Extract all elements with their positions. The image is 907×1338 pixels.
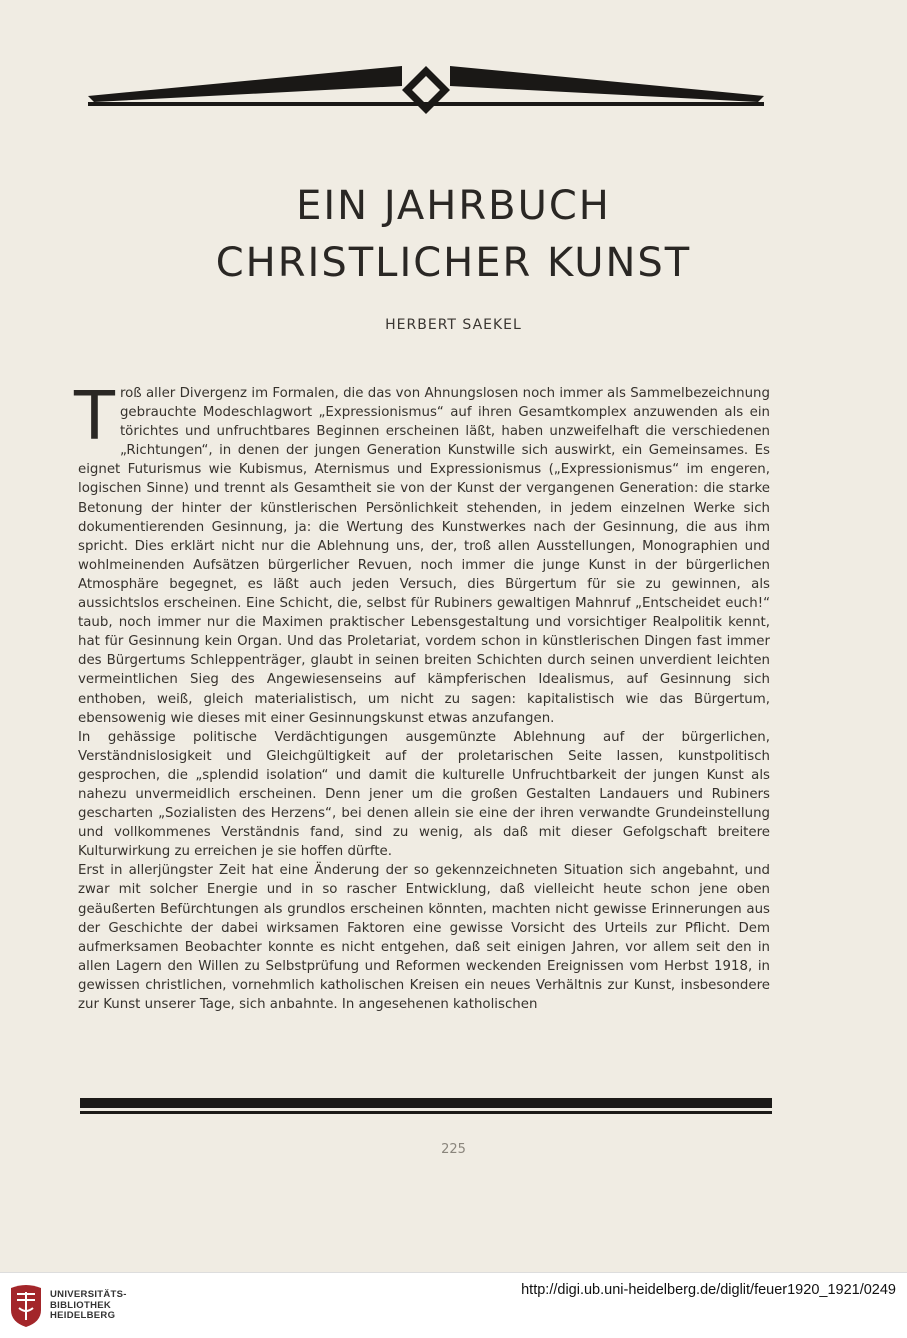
paragraph-1-text: roß aller Divergenz im Formalen, die das von Ahnungslosen noch immer als Sammelbezeichnung gebrauchte Modeschlagwort „Expressionismus“ auf ihren Gesamtkomplex anzuwenden als ein törichtes und unfruchtbares Beginnen erscheinen läßt, haben unzweifelhaft die verschiedenen „Richtungen“, in denen der jungen Generation Kunstwille sich auswirkt, ein Gemeinsames. Es eignet Futurismus wie Kubismus, Aternismus und Expressionismus („Expressionismus“ im engeren, logischen Sinne) und trennt als Gesamtheit sie von der Kunst der vergangenen Generation: die starke Betonung der hinter der künstlerischen Persönlichkeit stehenden, in jedem einzelnen Werke sich dokumentierenden Gesinnung, ja: die Wertung des Kunstwerkes nach der Gesinnung, die aus ihm spricht. Dies erklärt nicht nur die Ablehnung uns, der, troß allen Ausstellungen, Monographien und wohlmeinenden Aufsätzen bürgerlicher Revuen, noch immer die junge Kunst in der bürgerlichen Atmosphäre begegnet, es läßt auch jeden Versuch, dies Bürgertum für sie zu gewinnen, als aussichtslos erscheinen. Eine Schicht, die, selbst für Rubiners gewaltigen Mahnruf „Entscheidet euch!“ taub, noch immer nur die Maximen praktischer Lebensgestaltung und vorsichtiger Realpolitik kennt, hat für Gesinnung kein Organ. Und das Proletariat, vordem schon in künstlerischen Dingen fast immer des Bürgertums Schleppenträger, glaubt in seinen breiten Schichten durch seinen unverdient leichten vermeintlichen Sieg des Angewiesenseins auf kämpferischen Idealismus, auf Gesinnung sich enthoben, weiß, gleich materialistisch, um nicht zu sagen: kapitalistisch wie das Bürgertum, ebensowenig wie dieses mit einer Gesinnungskunst etwas anzufangen. [78,386,770,726]
ornament-right-wing [450,66,764,102]
article-title-line2: CHRISTLICHER KUNST [215,240,692,286]
paragraph-1 [74,377,770,728]
bottom-double-rule [80,1098,772,1116]
bottom-rule-thick [80,1098,772,1108]
library-name-line1: UNIVERSITÄTS- [50,1289,127,1300]
digitization-footer [0,1272,907,1338]
drop-cap: T [74,377,115,455]
article-body [74,377,770,1014]
ornament-base-line [88,102,764,106]
bottom-rule-thin [80,1111,772,1114]
article-title-line1: EIN JAHRBUCH [296,183,611,229]
article-author: HERBERT SAEKEL [385,317,522,333]
paragraph-2: In gehässige politische Verdächtigungen ausgemünzte Ablehnung auf der bürgerlichen, Verständnislosigkeit und Gleichgültigkeit auf der proletarischen Seite lassen, kunstpolitisch gesprochen, die „splendid isolation“ und damit die kulturelle Unfruchtbarkeit der jungen Kunst als nahezu unvermeidlich erscheinen. Denn jener um die großen Gestalten Landauers und Rubiners gescharten „Sozialisten des Herzens“, bei denen allein sie eine der ihren verwandte Grundeinstellung und vollkommenes Verständnis fand, sind zu wenig, als daß mit dieser Gefolgschaft breitere Kulturwirkung zu erreichen je sie hoffen dürfte. [78,729,770,860]
library-name [50,1290,127,1322]
library-name-line3: HEIDELBERG [50,1310,116,1321]
university-seal-icon[interactable] [9,1284,43,1328]
library-name-line2: BIBLIOTHEK [50,1299,112,1311]
ornament-left-wing [88,66,402,102]
top-ornament [88,58,764,126]
page-number: 225 [441,1142,466,1157]
permalink-url[interactable]: http://digi.ub.uni-heidelberg.de/diglit/feuer1920_1921/0249 [521,1282,896,1298]
paragraph-3: Erst in allerjüngster Zeit hat eine Änderung der so gekennzeichneten Situation sich angebahnt, und zwar mit solcher Energie und in so rascher Entwicklung, daß vielleicht heute schon jene oben geäußerten Befürchtungen als grundlos erscheinen könnten, machten nicht gewisse Erinnerungen aus der Geschichte der dabei wirksamen Faktoren eine gewisse Vorsicht des Urteils zur Pflicht. Dem aufmerksamen Beobachter konnte es nicht entgehen, daß seit einigen Jahren, vor allem seit den in allen Lagern den Willen zu Selbstprüfung und Reformen weckenden Ereignissen vom Herbst 1918, in gewissen christlichen, vornehmlich katholischen Kreisen ein neues Verhältnis zur Kunst, insbesondere zur Kunst unserer Tage, sich anbahnte. In angesehenen katholischen [78,863,770,1012]
